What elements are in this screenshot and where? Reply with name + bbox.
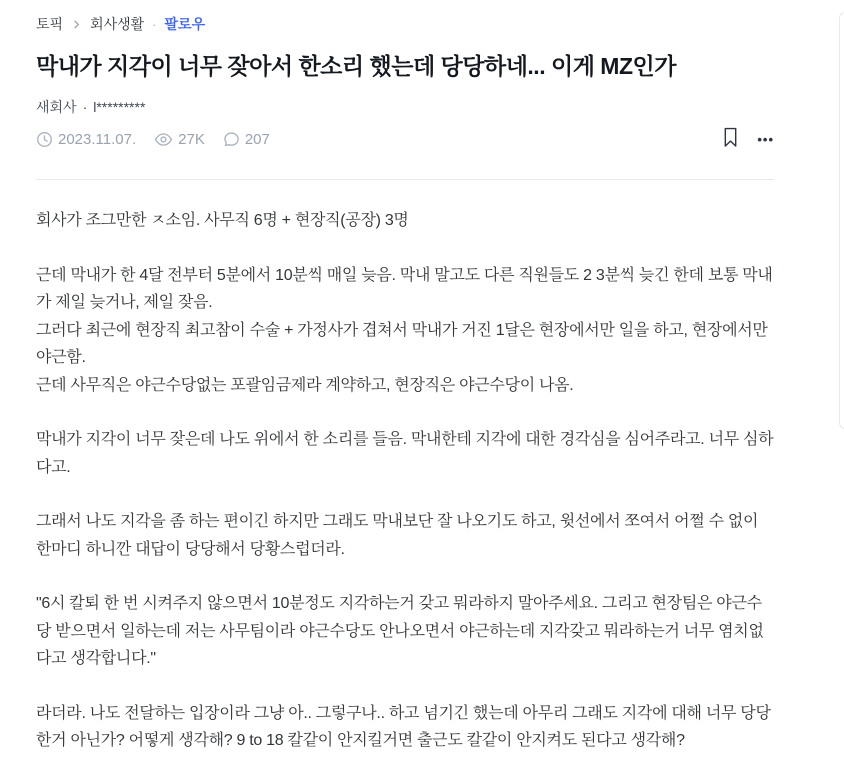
bookmark-icon [722, 127, 739, 151]
author-row [36, 98, 774, 115]
view-count: 27K [178, 130, 205, 148]
post-stats [36, 131, 270, 148]
bookmark-button[interactable] [722, 127, 739, 151]
eye-icon [154, 132, 173, 147]
comments-stat [223, 131, 270, 148]
post-paragraph: 그래서 나도 지각을 좀 하는 편이긴 하지만 그래도 막내보단 잘 나오기도 하고, 윗선에서 쪼여서 어쩔 수 없이 한마디 하니깐 대답이 당당해서 당황스럽더라. [36, 513, 763, 558]
breadcrumb [36, 14, 774, 34]
post-body [36, 207, 774, 755]
comment-count: 207 [244, 130, 270, 148]
date-stat [36, 131, 136, 148]
side-panel-cutoff [839, 12, 844, 429]
breadcrumb-category[interactable]: 회사생활 [90, 16, 145, 32]
post-paragraph: "6시 칼퇴 한 번 시켜주지 않으면서 10분정도 지각하는거 갖고 뭐라하지 말아주세요. 그리고 현장팀은 야근수당 받으면서 일하는데 저는 사무팀이라 야근수당도 안나오면서 야근하는데 지각갖고 뭐라하는거 너무 염치없다고 생각합니다." [36, 595, 764, 667]
divider [36, 179, 774, 180]
more-dots-icon: ••• [757, 131, 774, 147]
comment-bubble-icon [223, 131, 240, 148]
post-page [36, 14, 774, 782]
views-stat [154, 131, 205, 148]
post-paragraph: 라더라. 나도 전달하는 입장이라 그냥 아.. 그렇구나.. 하고 넘기긴 했는데 아무리 그래도 지각에 대해 너무 당당한거 아닌가? 어떻게 생각해? 9 to 18 칼같이 안지킬거면 출근도 칼같이 안지켜도 된다고 생각해? [36, 704, 771, 749]
follow-button[interactable]: 팔로우 [164, 16, 206, 32]
post-date: 2023.11.07. [58, 130, 137, 148]
breadcrumb-dot-separator: · [152, 16, 157, 32]
post-paragraph: 근데 막내가 한 4달 전부터 5분에서 10분씩 매일 늦음. 막내 말고도 다른 직원들도 2 3분씩 늦긴 한데 보통 막내가 제일 늦거나, 제일 잦음. 그러다 최근에 현장직 최고참이 수술 + 가정사가 겹쳐서 막내가 거진 1달은 현장에서만 일을 하고, 현장에서만 야근함. 근데 사무직은 야근수당없는 포괄임금제라 계약하고, 현장직은 야근수당이 나옴. [36, 266, 773, 394]
post-paragraph: 회사가 조그만한 ㅈ소임. 사무직 6명 + 현장직(공장) 3명 [36, 212, 409, 229]
post-actions [722, 127, 774, 151]
post-title: 막내가 지각이 너무 잦아서 한소리 했는데 당당하네... 이게 MZ인가 [36, 53, 676, 79]
post-meta-row [36, 128, 774, 150]
more-options-button[interactable] [757, 132, 774, 147]
chevron-right-icon [71, 19, 82, 30]
post-paragraph: 막내가 지각이 너무 잦은데 나도 위에서 한 소리를 들음. 막내한테 지각에 대한 경각심을 심어주라고. 너무 심하다고. [36, 431, 774, 476]
author-company: 새회사 [36, 98, 77, 115]
author-separator: · [82, 98, 88, 115]
clock-icon [36, 131, 53, 148]
breadcrumb-topic[interactable]: 토픽 [36, 16, 64, 32]
author-id: l********* [93, 98, 146, 115]
